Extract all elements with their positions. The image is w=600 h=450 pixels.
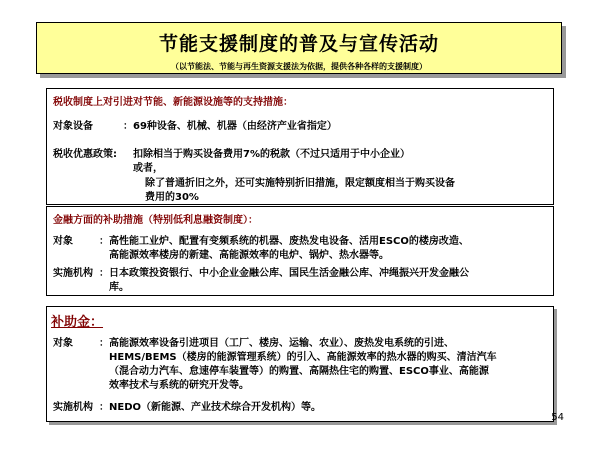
finance-agency-line1: ：日本政策投资银行、中小企业金融公库、国民生活金融公库、冲绳振兴开发金融公 (99, 268, 469, 279)
tax-policy-line2: 或者， (133, 163, 163, 174)
tax-panel (46, 88, 554, 205)
subsidy-target-line4: 效率技术与系统的研究开发等。 (109, 380, 249, 391)
finance-panel (46, 206, 554, 296)
tax-policy-line1: 扣除相当于购买设备费用7%的税款（不过只适用于中小企业） (133, 149, 410, 160)
finance-agency-line2: 库。 (109, 282, 129, 293)
finance-target-label: 对象 (53, 236, 73, 247)
finance-target-line2: 高能源效率楼房的新建、高能源效率的电炉、锅炉、热水器等。 (109, 250, 389, 261)
subsidy-target-line3: （混合动力汽车、怠速停车装置等）的购置、高隔热住宅的购置、ESCO事业、高能源 (109, 366, 489, 377)
tax-policy-line4: 费用的30% (145, 192, 199, 203)
title-box (36, 22, 562, 74)
subsidy-agency-label: 实施机构 (53, 402, 93, 413)
page-subtitle: （以节能法、节能与再生资源支援法为依据，提供各种各样的支援制度） (171, 62, 427, 71)
tax-equipment-value: ：69种设备、机械、机器（由经济产业省指定） (123, 121, 337, 132)
subsidy-agency-value: ：NEDO（新能源、产业技术综合开发机构）等。 (99, 402, 322, 413)
tax-equipment-label: 对象设备 (53, 121, 93, 132)
subsidy-target-line1: ：高能源效率设备引进项目（工厂、楼房、运输、农业）、废热发电系统的引进、 (99, 338, 454, 349)
subsidy-target-label: 对象 (53, 338, 73, 349)
subsidy-panel (46, 306, 554, 422)
finance-heading: 金融方面的补助措施（特别低利息融资制度）： (53, 215, 258, 226)
tax-policy-label: 税收优惠政策: (53, 149, 117, 160)
tax-policy-line3: 除了普通折旧之外，还可实施特别折旧措施，限定额度相当于购买设备 (145, 178, 455, 189)
page-number: 54 (551, 412, 564, 423)
tax-heading: 税收制度上对引进对节能、新能源设施等的支持措施： (53, 97, 293, 108)
finance-target-line1: ：高性能工业炉、配置有变频系统的机器、废热发电设备、活用ESCO的楼房改造、 (99, 236, 469, 247)
page-title: 节能支援制度的普及与宣传活动 (158, 33, 439, 55)
finance-agency-label: 实施机构 (53, 268, 93, 279)
subsidy-target-line2: HEMS/BEMS（楼房的能源管理系统）的引入、高能源效率的热水器的购买、清洁汽车 (109, 352, 497, 363)
subsidy-heading: 补助金： (51, 315, 104, 330)
